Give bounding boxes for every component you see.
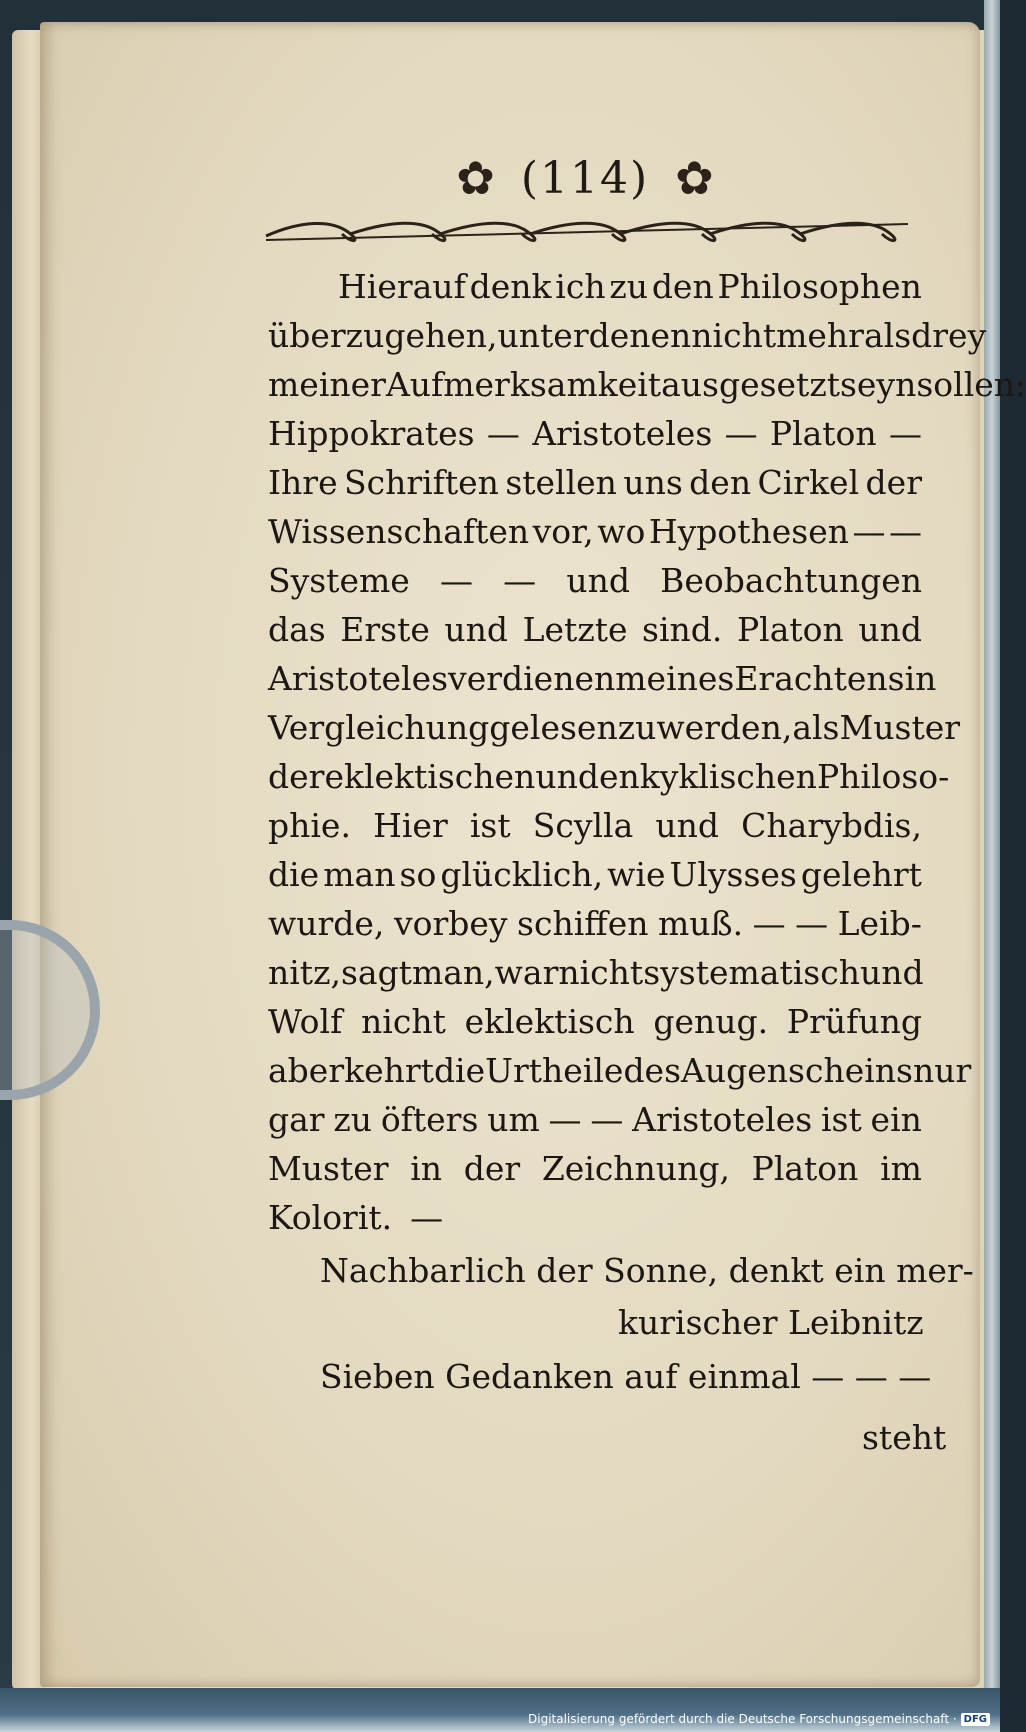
word: zu — [333, 1100, 373, 1139]
word: wo — [597, 512, 646, 551]
word: sollen: — [916, 365, 1026, 404]
word: um — [487, 1100, 540, 1139]
word: zu — [617, 708, 657, 747]
word: enkyklischen — [598, 757, 817, 796]
text-line — [268, 1046, 972, 1095]
word: Platon — [736, 610, 844, 649]
word: muß. — [658, 904, 744, 943]
word: verdienen — [448, 659, 616, 698]
text-line — [268, 507, 922, 556]
word: der — [865, 463, 922, 502]
text-line — [268, 458, 922, 507]
word: Cirkel — [757, 463, 860, 502]
page-header — [420, 148, 750, 208]
word: die — [268, 855, 320, 894]
word: sind. — [642, 610, 723, 649]
word: Beobachtungen — [660, 561, 922, 600]
word: ist — [820, 1100, 862, 1139]
word: vor, — [532, 512, 594, 551]
word: Aristoteles — [532, 414, 713, 453]
word: stellen — [505, 463, 617, 502]
word: Erste — [340, 610, 430, 649]
text-line — [268, 262, 922, 311]
word: wurde, — [268, 904, 385, 943]
rosette-icon: ✿ — [456, 151, 495, 205]
word: Hypothesen — [648, 512, 850, 551]
word: Kolorit. — [268, 1198, 393, 1237]
word: — — [888, 414, 922, 453]
text-line — [268, 409, 922, 458]
word: so — [399, 855, 437, 894]
dfg-logo: DFG — [961, 1713, 990, 1726]
word: eklektischen — [324, 757, 536, 796]
word: meiner — [268, 365, 386, 404]
text-line — [268, 605, 922, 654]
word: ausgesetzt — [661, 365, 840, 404]
word: genug. — [653, 1002, 769, 1041]
word: — — [503, 561, 537, 600]
word: Philosophen — [717, 267, 922, 306]
word: Ihre — [268, 463, 338, 502]
word: drey — [911, 316, 987, 355]
word: im — [880, 1149, 922, 1188]
word: nicht — [691, 316, 777, 355]
word: uns — [623, 463, 683, 502]
word: Platon — [751, 1149, 859, 1188]
text-line — [268, 899, 922, 948]
word: unter — [497, 316, 589, 355]
word: eklektisch — [464, 1002, 635, 1041]
word: Aufmerksamkeit — [385, 365, 662, 404]
word: und — [535, 757, 599, 796]
body-text — [268, 262, 1026, 1242]
text-line — [268, 948, 922, 997]
word: — — [439, 561, 473, 600]
word: sagt — [340, 953, 412, 992]
word: Vergleichung — [268, 708, 490, 747]
word: der — [463, 1149, 521, 1188]
word: Wolf — [268, 1002, 343, 1041]
text-line — [268, 850, 922, 899]
word: schiffen — [517, 904, 649, 943]
word: Ulysses — [669, 855, 797, 894]
word: öfters — [380, 1100, 479, 1139]
text-line — [268, 801, 922, 850]
word: Letzte — [522, 610, 628, 649]
word: man, — [411, 953, 495, 992]
word: — — [752, 904, 786, 943]
cover-edge — [984, 0, 1000, 1690]
word: Platon — [769, 414, 877, 453]
decorative-rule — [262, 214, 912, 246]
text-line — [268, 556, 922, 605]
word: als — [863, 316, 912, 355]
word: Hippokrates — [268, 414, 475, 453]
word: Aristoteles — [268, 659, 449, 698]
verse — [268, 1245, 974, 1405]
word: phie. — [268, 806, 351, 845]
word: Systeme — [268, 561, 410, 600]
word: als — [792, 708, 840, 747]
word: Wissenschaften — [268, 512, 530, 551]
verse-line-2: kurischer Leibnitz — [618, 1303, 924, 1342]
word: überzugehen, — [268, 316, 498, 355]
page-number: (114) — [520, 152, 650, 204]
word: Muster — [268, 1149, 389, 1188]
word: zu — [609, 267, 649, 306]
word: Hier — [373, 806, 448, 845]
text-line — [268, 360, 1026, 409]
word: — — [795, 904, 829, 943]
word: Scylla — [532, 806, 634, 845]
word: ist — [469, 806, 511, 845]
word: Hierauf — [338, 267, 466, 306]
word: — — [548, 1100, 582, 1139]
word: und — [859, 953, 924, 992]
word: kehrt — [344, 1051, 434, 1090]
word: werden, — [656, 708, 793, 747]
word: ich — [555, 267, 606, 306]
word: Schriften — [343, 463, 499, 502]
word: nicht — [558, 953, 644, 992]
verse-line-3: Sieben Gedanken auf einmal — — — — [320, 1357, 932, 1396]
word: Leib- — [837, 904, 922, 943]
word: und — [858, 610, 922, 649]
word: gar — [268, 1100, 325, 1139]
word: — — [410, 1198, 444, 1237]
word: und — [655, 806, 720, 845]
word: Zeichnung, — [541, 1149, 730, 1188]
word: glücklich, — [440, 855, 604, 894]
word: Charybdis, — [741, 806, 922, 845]
word: gelesen — [489, 708, 618, 747]
text-line — [268, 1144, 922, 1193]
word: wie — [607, 855, 666, 894]
rosette-icon: ✿ — [675, 151, 714, 205]
word: — — [590, 1100, 624, 1139]
word: denen — [588, 316, 692, 355]
word: und — [444, 610, 509, 649]
word: gelehrt — [800, 855, 922, 894]
word: war — [494, 953, 559, 992]
word: — — [852, 512, 886, 551]
word: nitz, — [268, 953, 341, 992]
word: vorbey — [393, 904, 508, 943]
word: Muster — [839, 708, 961, 747]
word: denk — [469, 267, 552, 306]
word: — — [486, 414, 520, 453]
word: Urtheile — [485, 1051, 624, 1090]
text-line — [268, 654, 937, 703]
word: aber — [268, 1051, 345, 1090]
word: die — [433, 1051, 486, 1090]
word: und — [566, 561, 630, 600]
word: — — [724, 414, 758, 453]
word: Aristoteles — [632, 1100, 813, 1139]
word: — — [888, 512, 922, 551]
digitization-footer — [528, 1712, 990, 1726]
catchword: steht — [862, 1418, 947, 1457]
text-line — [268, 1193, 922, 1242]
word: seyn — [839, 365, 917, 404]
word: in — [410, 1149, 443, 1188]
word: den — [651, 267, 714, 306]
text-line — [268, 997, 922, 1046]
word: systematisch — [643, 953, 860, 992]
footer-text: Digitalisierung gefördert durch die Deutsche Forschungsgemeinschaft · — [528, 1712, 957, 1726]
word: man — [323, 855, 396, 894]
word: meines — [615, 659, 735, 698]
word: des — [623, 1051, 682, 1090]
word: der — [268, 757, 325, 796]
word: den — [689, 463, 752, 502]
text-line — [268, 1095, 922, 1144]
word: Erachtens — [734, 659, 905, 698]
text-line — [268, 752, 950, 801]
word: nur — [912, 1051, 972, 1090]
word: Augenscheins — [681, 1051, 913, 1090]
word: Prüfung — [786, 1002, 922, 1041]
word: das — [268, 610, 326, 649]
word: Philoso- — [816, 757, 950, 796]
word: ein — [870, 1100, 922, 1139]
word: in — [904, 659, 937, 698]
word: nicht — [361, 1002, 446, 1041]
text-line — [268, 311, 987, 360]
verse-line-1: Nachbarlich der Sonne, denkt ein mer- — [320, 1251, 974, 1290]
text-line — [268, 703, 961, 752]
word: mehr — [776, 316, 864, 355]
